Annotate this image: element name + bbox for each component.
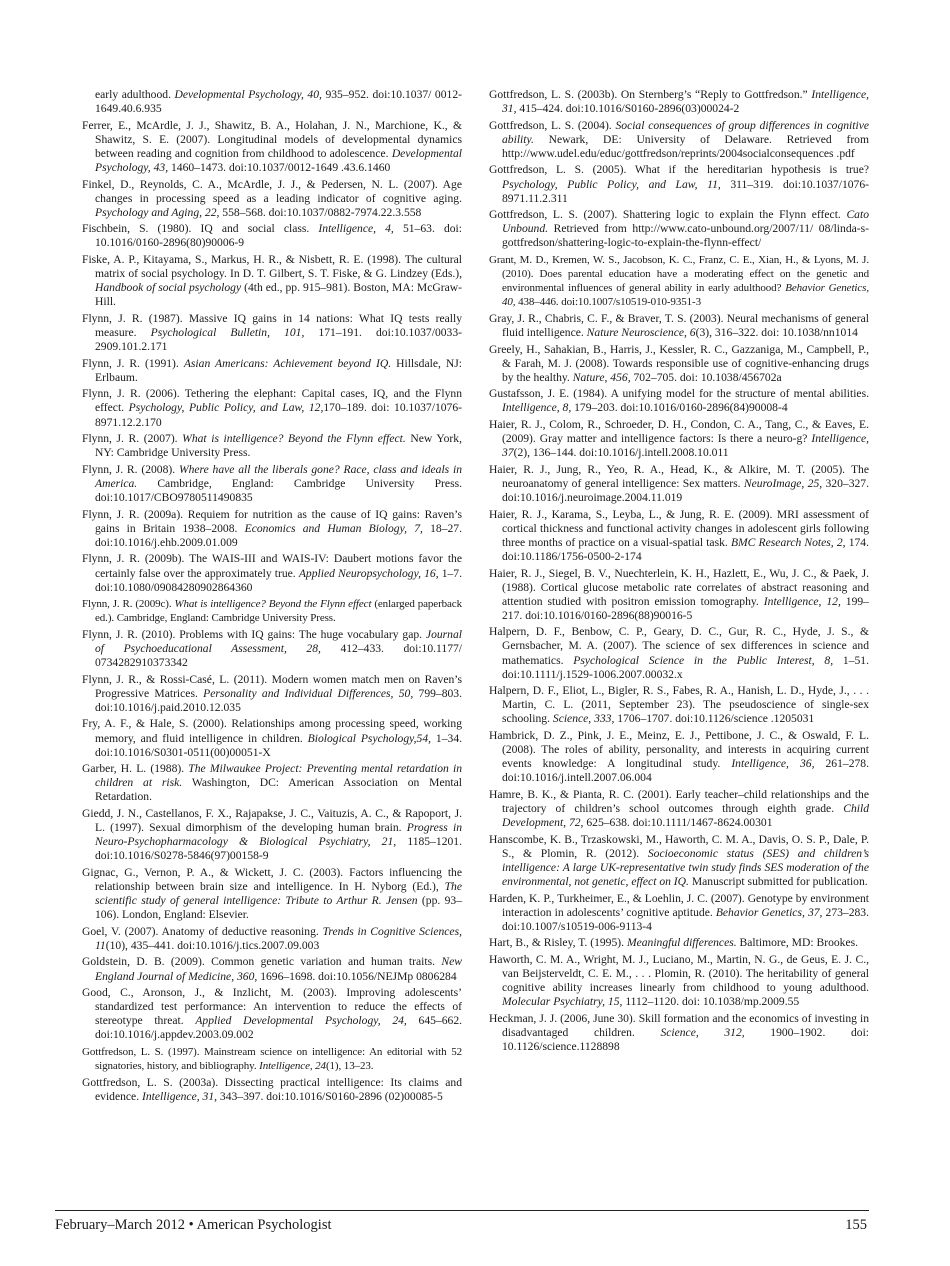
reference-text: 51–63. doi: 10.1016/0160-2896(80)90006-9 <box>95 222 462 250</box>
reference-source: Psychological Bulletin, 101, <box>150 326 305 339</box>
reference-entry <box>489 788 869 830</box>
reference-text: Gottfredson, L. S. (2003a). Dissecting practical intelligence: Its claims and evidence. <box>82 1075 462 1103</box>
reference-entry <box>82 866 462 922</box>
reference-text: Goldstein, D. B. (2009). Common genetic variation and human traits. <box>82 955 442 969</box>
reference-text: 273–283. doi:10.1007/s10519-006-9113-4 <box>502 905 869 933</box>
reference-text: Washington, DC: American Association on Mental Retardation. <box>95 776 463 804</box>
reference-text: 558–568. doi:10.1037/0882-7974.22.3.558 <box>219 205 422 219</box>
reference-text: (pp. 93–106). London, England: Elsevier. <box>95 894 462 922</box>
reference-source: Socioeconomic status (SES) and children’s intelligence: A large UK-representative twin study finds SES moderation of the environmental, not genetic, effect on IQ. <box>502 846 869 888</box>
reference-source: Where have all the liberals gone? Race, class and ideals in America. <box>95 462 462 490</box>
reference-text: Flynn, J. R. (2006). Tethering the elephant: Capital cases, IQ, and the Flynn effect. <box>82 387 462 415</box>
reference-entry <box>489 343 869 385</box>
reference-entry <box>489 567 869 623</box>
reference-text: 625–638. doi:10.1111/1467-8624.00301 <box>583 816 773 830</box>
reference-entry <box>489 892 869 934</box>
reference-entry <box>82 552 462 594</box>
reference-text: Manuscript submitted for publication. <box>688 874 868 888</box>
reference-entry <box>82 1045 462 1073</box>
reference-text: Gray, J. R., Chabris, C. F., & Braver, T. S. (2003). Neural mechanisms of general fluid intelligence. <box>489 311 869 339</box>
reference-entry <box>489 253 869 309</box>
reference-source: Applied Neuropsychology, 16, <box>298 566 439 580</box>
footer-rule <box>55 1210 869 1211</box>
reference-source: Psychology, Public Policy, and Law, 11, <box>502 177 721 191</box>
reference-entry <box>489 684 869 726</box>
reference-text: Baltimore, MD: Brookes. <box>736 936 859 950</box>
reference-entry <box>489 208 869 250</box>
reference-entry <box>82 119 462 175</box>
reference-source: Psychology, Public Policy, and Law, 12, <box>128 401 324 415</box>
reference-entry <box>82 387 462 429</box>
reference-entry <box>82 463 462 505</box>
reference-entry <box>82 432 462 460</box>
reference-entry <box>489 953 869 1009</box>
reference-text: Haworth, C. M. A., Wright, M. J., Luciano, M., Martin, N. G., de Geus, E. J. C., van Beijsterveldt, C. E. M., . . . Plomin, R. (2010). The heritability of general cognitive ability increases linearly from childhood to young adulthood. <box>489 952 869 995</box>
reference-text: Flynn, J. R. (2007). <box>82 432 183 446</box>
reference-text: Gignac, G., Vernon, P. A., & Wickett, J. C. (2003). Factors influencing the relationship between brain size and intelligence. In H. Nyborg (Ed.), <box>82 865 462 893</box>
reference-entry <box>82 807 462 863</box>
reference-text: Haier, R. J., Siegel, B. V., Nuechterlein, K. H., Hazlett, E., Wu, J. C., & Paek, J. (1988). Cortical glucose metabolic rate correlates of abstract reasoning and attention studied with positron emission tomography. <box>489 566 869 608</box>
reference-source: Intelligence, 4, <box>318 222 394 236</box>
reference-text: Haier, R. J., Jung, R., Yeo, R. A., Head, K., & Alkire, M. T. (2005). The neuroanatomy of general intelligence: Sex matters. <box>489 462 869 490</box>
reference-source: Behavior Genetics, 37, <box>715 905 823 919</box>
reference-text: Greely, H., Sahakian, B., Harris, J., Kessler, R. C., Gazzaniga, M., Campbell, P., & Farah, M. J. (2008). Towards responsible use of cognitive-enhancing drugs by the healthy. <box>489 342 869 384</box>
reference-text: Haier, R. J., Karama, S., Leyba, L., & Jung, R. E. (2009). MRI assessment of cortical thickness and functional activity changes in adolescent girls following three months of practice on a visual-spatial task. <box>489 507 869 549</box>
reference-text: Flynn, J. R. (1987). Massive IQ gains in 14 nations: What IQ tests really measure. <box>82 311 462 339</box>
reference-text: 645–662. doi:10.1016/j.appdev.2003.09.002 <box>95 1014 463 1042</box>
reference-text: New York, NY: Cambridge University Press. <box>95 432 462 460</box>
reference-source: Meaningful differences. <box>626 936 737 950</box>
reference-source: Trends in Cognitive Sciences, 11 <box>95 924 462 952</box>
reference-text: Flynn, J. R. (2008). <box>82 462 179 476</box>
reference-source: Social consequences of group differences in cognitive ability. <box>502 118 869 146</box>
reference-text: 799–803. doi:10.1016/j.paid.2010.12.035 <box>95 686 463 714</box>
reference-text: 1–34. doi:10.1016/S0301-0511(00)00051-X <box>95 731 463 759</box>
reference-entry <box>82 508 462 550</box>
reference-entry <box>82 253 462 309</box>
reference-source: Handbook of social psychology <box>95 281 242 295</box>
reference-text: Haier, R. J., Colom, R., Schroeder, D. H., Condon, C. A., Tang, C., & Eaves, E. (2009). Gray matter and intelligence factors: Is there a neuro-g? <box>489 418 869 446</box>
reference-text: Hart, B., & Risley, T. (1995). <box>489 936 627 950</box>
reference-text: Gottfredson, L. S. (2003b). On Sternberg’s “Reply to Gottfredson.” <box>489 88 812 101</box>
reference-text: (4th ed., pp. 915–981). Boston, MA: McGraw-Hill. <box>95 281 462 309</box>
reference-text: 311–319. doi:10.1037/1076-8971.11.2.311 <box>502 177 869 205</box>
reference-entry <box>489 387 869 415</box>
reference-text: Hamre, B. K., & Pianta, R. C. (2001). Early teacher–child relationships and the trajectory of children’s school outcomes through eighth grade. <box>489 787 869 815</box>
reference-column-right <box>489 88 869 1057</box>
reference-text: Gottfredson, L. S. (2004). <box>489 118 616 132</box>
reference-source: Science, 333, <box>552 712 615 726</box>
reference-source: Psychology and Aging, 22, <box>95 205 220 219</box>
reference-entry <box>489 936 869 950</box>
reference-entry <box>82 222 462 250</box>
reference-text: (10), 435–441. doi:10.1016/j.tics.2007.09.003 <box>105 938 320 952</box>
reference-entry <box>489 729 869 785</box>
reference-source: Developmental Psychology, 40, <box>174 88 322 101</box>
reference-text: 702–705. doi: 10.1038/456702a <box>630 370 782 384</box>
reference-text: 320–327. doi:10.1016/j.neuroimage.2004.11.019 <box>502 476 869 505</box>
reference-source: Cato Unbound. <box>502 208 869 236</box>
reference-source: New England Journal of Medicine, 360, <box>95 955 462 983</box>
reference-text: 170–189. doi: 10.1037/1076-8971.12.2.170 <box>95 401 463 429</box>
reference-source: Intelligence, 36, <box>731 757 815 771</box>
reference-source: What is intelligence? Beyond the Flynn effect <box>174 598 372 611</box>
reference-text: Good, C., Aronson, J., & Inzlicht, M. (2003). Improving adolescents’ standardized test performance: An intervention to reduce the effects of stereotype threat. <box>82 986 462 1028</box>
reference-text: 935–952. doi:10.1037/ 0012-1649.40.6.935 <box>95 88 462 116</box>
reference-source: Applied Developmental Psychology, 24, <box>195 1014 407 1028</box>
reference-text: Goel, V. (2007). Anatomy of deductive reasoning. <box>82 924 323 938</box>
reference-source: Intelligence, 31, <box>502 88 869 116</box>
reference-text: 1900–1902. doi: 10.1126/science.1128898 <box>502 1025 870 1053</box>
reference-source: Intelligence, 8, <box>502 401 572 415</box>
reference-source: The Milwaukee Project: Preventing mental retardation in children at risk. <box>95 762 462 790</box>
reference-text: Retrieved from http://www.cato-unbound.org/2007/11/ 08/linda-s-gottfredson/shattering-logic-to-explain-the-flynn-effect/ <box>502 222 869 250</box>
reference-source: Nature, 456, <box>572 370 631 384</box>
reference-text: Halpern, D. F., Eliot, L., Bigler, R. S., Fabes, R. A., Hanish, L. D., Hyde, J., . . . Martin, C. L. (2011, September 23). The pseudoscience of single-sex schooling. <box>489 684 869 726</box>
reference-text: Flynn, J. R. (2010). Problems with IQ gains: The huge vocabulary gap. <box>82 627 426 641</box>
reference-source: Progress in Neuro-Psychopharmacology & Biological Psychiatry, 21, <box>95 821 462 849</box>
reference-text: 261–278. doi:10.1016/j.intell.2007.06.004 <box>502 757 869 785</box>
reference-entry <box>82 955 462 983</box>
reference-text: Flynn, J. R., & Rossi-Casé, L. (2011). Modern women match men on Raven’s Progressive Matrices. <box>82 672 462 700</box>
reference-text: 415–424. doi:10.1016/S0160-2896(03)00024-2 <box>516 102 740 116</box>
reference-text: Fry, A. F., & Hale, S. (2000). Relationships among processing speed, working memory, and fluid intelligence in children. <box>82 717 462 745</box>
reference-text: Fiske, A. P., Kitayama, S., Markus, H. R., & Nisbett, R. E. (1998). The cultural matrix of social psychology. In D. T. Gilbert, S. T. Fiske, & G. Lindzey (Eds.), <box>82 253 462 281</box>
reference-text: 1–7. doi:10.1080/09084280902864360 <box>95 566 463 594</box>
reference-source: Nature Neuroscience, 6 <box>586 326 696 339</box>
reference-text: Garber, H. L. (1988). <box>82 762 189 776</box>
reference-text: 438–446. doi:10.1007/s10519-010-9351-3 <box>515 296 701 309</box>
reference-entry <box>82 178 462 220</box>
reference-entry <box>489 508 869 564</box>
reference-entry <box>82 597 462 625</box>
reference-source: BMC Research Notes, 2, <box>730 535 846 549</box>
footer-journal: February–March 2012 • American Psychologist <box>55 1217 332 1233</box>
reference-entry <box>489 312 869 340</box>
reference-entry <box>489 119 869 161</box>
reference-text: 199–217. doi:10.1016/0160-2896(88)90016-5 <box>502 594 869 622</box>
reference-text: 1–51. doi:10.1111/j.1529-1006.2007.00032.x <box>502 653 869 681</box>
reference-source: Intelligence, 24 <box>259 1060 326 1073</box>
reference-source: Behavior Genetics, 40, <box>502 282 869 309</box>
reference-text: 18–27. doi:10.1016/j.ehb.2009.01.009 <box>95 521 463 549</box>
reference-entry <box>82 925 462 953</box>
reference-column-left <box>82 88 462 1106</box>
reference-source: Developmental Psychology, 43, <box>95 146 462 174</box>
reference-text: Hanscombe, K. B., Trzaskowski, M., Haworth, C. M. A., Davis, O. S. P., Dale, P. S., & Plomin, R. (2012). <box>489 832 869 860</box>
reference-text: Grant, M. D., Kremen, W. S., Jacobson, K. C., Franz, C. E., Xian, H., & Lyons, M. J. (2010). Does parental education have a moderating effect on the genetic and environmental influences of general ability in early adulthood? <box>489 254 869 295</box>
reference-source: Intelligence, 31, <box>142 1089 218 1103</box>
reference-text: 1696–1698. doi:10.1056/NEJMp 0806284 <box>257 969 457 983</box>
reference-source: Biological Psychology,54, <box>307 731 432 745</box>
reference-text: early adulthood. <box>95 88 175 101</box>
reference-text: (enlarged paperback ed.). Cambridge, England: Cambridge University Press. <box>95 598 462 625</box>
reference-text: Harden, K. P., Turkheimer, E., & Loehlin, J. C. (2007). Genotype by environment interaction in adolescents’ cognitive aptitude. <box>489 891 869 919</box>
reference-entry <box>82 1076 462 1104</box>
reference-text: 171–191. doi:10.1037/0033-2909.101.2.171 <box>95 326 462 354</box>
reference-text: Gottfredson, L. S. (2005). What if the hereditarian hypothesis is true? <box>489 163 869 177</box>
reference-source: Psychological Science in the Public Interest, 8, <box>573 653 834 667</box>
reference-entry <box>82 986 462 1042</box>
reference-source: Journal of Psychoeducational Assessment, 28, <box>95 627 462 655</box>
reference-text: Halpern, D. F., Benbow, C. P., Geary, D. C., Gur, R. C., Hyde, J. S., & Gernsbacher, M. A. (2007). The science of sex differences in science and mathematics. <box>489 625 869 667</box>
reference-entry <box>489 625 869 681</box>
reference-source: Economics and Human Biology, 7, <box>244 521 423 535</box>
reference-text: 174. doi:10.1186/1756-0500-2-174 <box>502 535 869 563</box>
reference-text: Ferrer, E., McArdle, J. J., Shawitz, B. A., Holahan, J. N., Marchione, K., & Shawitz, S. E. (2007). Longitudinal models of developmental dynamics between reading and cognition from childhood to adolescence. <box>82 118 462 160</box>
reference-entry <box>489 1012 869 1054</box>
reference-source: Science, 312, <box>660 1025 745 1039</box>
reference-entry <box>82 673 462 715</box>
reference-text: 1706–1707. doi:10.1126/science .1205031 <box>614 712 815 726</box>
reference-entry <box>82 717 462 759</box>
reference-entry <box>489 88 869 116</box>
reference-text: Fischbein, S. (1980). IQ and social class. <box>82 222 319 236</box>
reference-text: Giedd, J. N., Castellanos, F. X., Rajapakse, J. C., Vaituzis, A. C., & Rapoport, J. L. (1997). Sexual dimorphism of the developing human brain. <box>82 807 462 835</box>
reference-text: 1185–1201. doi:10.1016/S0278-5846(97)00158-9 <box>95 835 462 863</box>
reference-source: What is intelligence? Beyond the Flynn effect. <box>182 432 406 446</box>
reference-entry <box>82 357 462 385</box>
reference-text: Flynn, J. R. (2009a). Requiem for nutrition as the cause of IQ gains: Raven’s gains in Britain 1938–2008. <box>82 507 462 535</box>
reference-entry <box>489 418 869 460</box>
reference-text: Finkel, D., Reynolds, C. A., McArdle, J. J., & Pedersen, N. L. (2007). Age changes in processing speed as a leading indicator of cognitive aging. <box>82 177 462 205</box>
reference-entry <box>82 628 462 670</box>
reference-source: Intelligence, 37 <box>502 432 869 460</box>
reference-text: (1), 13–23. <box>325 1060 374 1073</box>
reference-source: Child Development, 72, <box>502 802 869 830</box>
reference-text: Flynn, J. R. (2009c). <box>82 598 175 611</box>
reference-text: 412–433. doi:10.1177/ 0734282910373342 <box>95 641 463 670</box>
reference-entry <box>82 312 462 354</box>
reference-source: Intelligence, 12, <box>763 594 841 608</box>
reference-text: (2), 136–144. doi:10.1016/j.intell.2008.10.011 <box>513 446 729 460</box>
reference-entry <box>489 163 869 205</box>
reference-entry <box>489 833 869 889</box>
reference-source: NeuroImage, 25, <box>743 476 823 490</box>
reference-source: Molecular Psychiatry, 15, <box>502 995 623 1009</box>
reference-source: Personality and Individual Differences, 50, <box>203 686 414 700</box>
reference-text: Gottfredson, L. S. (1997). Mainstream science on intelligence: An editorial with 52 signatories, history, and bibliography. <box>82 1046 462 1073</box>
reference-text: Flynn, J. R. (2009b). The WAIS-III and WAIS-IV: Daubert motions favor the certainly false over the approximately true. <box>82 552 462 580</box>
reference-entry <box>489 463 869 505</box>
reference-entry <box>82 762 462 804</box>
reference-text: (3), 316–322. doi: 10.1038/nn1014 <box>695 326 858 339</box>
reference-text: Hillsdale, NJ: Erlbaum. <box>95 356 462 384</box>
reference-text: Flynn, J. R. (1991). <box>82 356 184 370</box>
reference-entry <box>82 88 462 116</box>
reference-text: 1112–1120. doi: 10.1038/mp.2009.55 <box>622 995 800 1009</box>
reference-text: Hambrick, D. Z., Pink, J. E., Meinz, E. J., Pettibone, J. C., & Oswald, F. L. (2008). The roles of ability, personality, and interests in acquiring current events knowledge: A longitudinal study. <box>489 729 869 771</box>
reference-text: Cambridge, England: Cambridge University Press. doi:10.1017/CBO9780511490835 <box>95 476 462 505</box>
reference-source: Asian Americans: Achievement beyond IQ. <box>183 356 392 370</box>
reference-text: Heckman, J. J. (2006, June 30). Skill formation and the economics of investing in disadvantaged children. <box>489 1011 869 1039</box>
reference-text: Gottfredson, L. S. (2007). Shattering logic to explain the Flynn effect. <box>489 208 847 222</box>
reference-text: 343–397. doi:10.1016/S0160-2896 (02)00085-5 <box>217 1089 443 1103</box>
reference-source: The scientific study of general intelligence: Tribute to Arthur R. Jensen <box>95 879 462 908</box>
page-number: 155 <box>845 1217 867 1233</box>
reference-text: 179–203. doi:10.1016/0160-2896(84)90008-4 <box>571 401 788 415</box>
reference-text: Gustafsson, J. E. (1984). A unifying model for the structure of mental abilities. <box>489 387 869 401</box>
reference-text: Newark, DE: University of Delaware. Retrieved from http://www.udel.edu/educ/gottfredson/reprints/2004socialconsequences .pdf <box>502 132 869 160</box>
reference-text: 1460–1473. doi:10.1037/0012-1649 .43.6.1460 <box>168 160 391 174</box>
